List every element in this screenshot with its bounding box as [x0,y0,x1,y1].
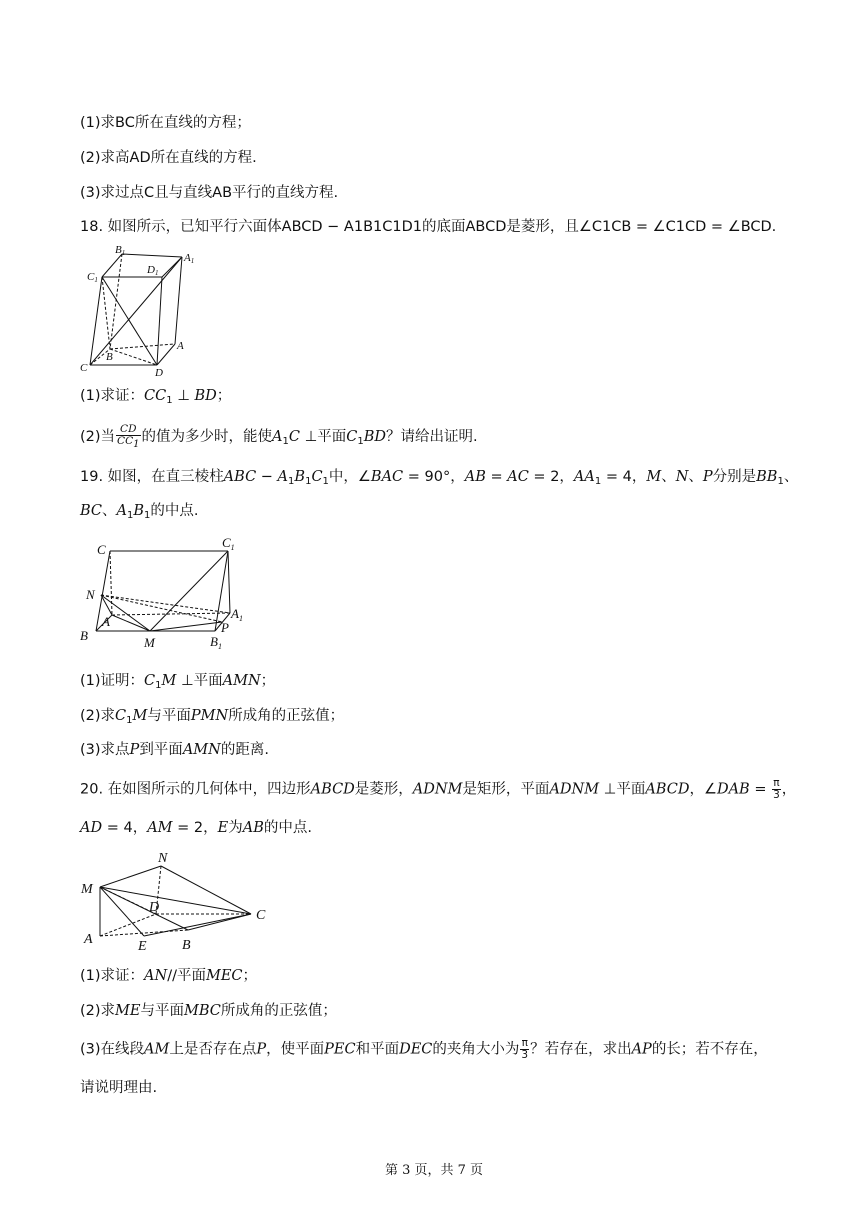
q17-part2: (2)求高AD所在直线的方程. [80,150,257,166]
q20-label-E: E [138,939,147,954]
q19-label-A: A [102,614,110,629]
q19-label-B1: $B_1$ [210,634,222,651]
q19-label-A1: $A_1$ [231,606,243,623]
q17-part1: (1)求BC所在直线的方程； [80,115,251,131]
q20-label-A: A [84,932,93,947]
page-footer: 第 3 页，共 7 页 [384,1163,484,1178]
q19-label-P: P [221,620,229,635]
q18-label-A: A [177,340,184,352]
q20-label-N: N [158,851,168,866]
q19-part1: (1)证明：$C_1M$ ⊥平面AMN； [80,673,276,691]
q18-label-D: D [155,367,163,378]
q19-part2: (2)求$C_1M$与平面PMN所成角的正弦值； [80,708,345,726]
q19-part3: (3)求点P到平面AMN的距离. [80,742,269,758]
q20-label-M: M [81,882,93,897]
q19-label-B: B [80,628,88,643]
q19-label-C: C [97,542,106,557]
q19-stem-line2: BC、$A_1B_1$的中点. [80,503,199,521]
q19-label-M: M [144,635,155,650]
q18-label-B1: B1 [115,244,126,257]
q18-label-C1: C1 [87,271,98,284]
q18-label-B: B [106,351,113,363]
q20-label-B: B [182,938,191,953]
q17-part3: (3)求过点C且与直线AB平行的直线方程. [80,185,339,201]
q19-figure-prism [78,533,253,653]
q18-label-D1: D1 [147,264,159,277]
q19-label-N: N [86,587,95,602]
q18-label-A1: A1 [184,252,195,265]
q18-part2: (2)当 $\frac{CD}{CC1}$ 的值为多少时，能使$A_1C$ ⊥平面$C_1BD$？请给出证明. [80,423,478,450]
q20-part1: (1)求证：AN//平面MEC； [80,968,258,984]
q20-figure-solid [78,843,278,958]
q20-part2: (2)求ME与平面MBC所成角的正弦值； [80,1003,337,1019]
q20-label-D: D [149,900,160,915]
q20-part3-line1: (3)在线段AM上是否存在点P，使平面PEC和平面DEC的夹角大小为 $\frac{\pi}{3}$ ？若存在，求出AP的长；若不存在， [80,1037,768,1061]
q18-figure-parallelepiped [80,243,200,378]
q20-stem-line2: AD = 4，AM = 2，E为AB的中点. [80,820,312,836]
q18-stem: 18. 如图所示，已知平行六面体ABCD − A1B1C1D1的底面ABCD是菱形，且∠C1CB = ∠C1CD = ∠BCD. [80,219,777,235]
q18-label-C: C [80,362,88,374]
q18-part1: (1)求证：$CC_1$ ⊥ BD； [80,388,232,406]
q20-stem-line1: 20. 在如图所示的几何体中，四边形ABCD是菱形，ADNM是矩形，平面ADNM ⊥平面ABCD，∠DAB = $\frac{\pi}{3}$ ， [80,777,797,801]
q19-label-C1: $C_1$ [222,535,235,552]
q20-label-C: C [256,908,266,923]
q20-part3-line2: 请说明理由. [80,1080,158,1096]
q19-stem-line1: 19. 如图，在直三棱柱ABC − $A_1B_1C_1$中，∠BAC = 90°，AB = AC = 2，$AA_1 = 4$，M、N、P分别是$BB_1$、 [80,469,799,487]
